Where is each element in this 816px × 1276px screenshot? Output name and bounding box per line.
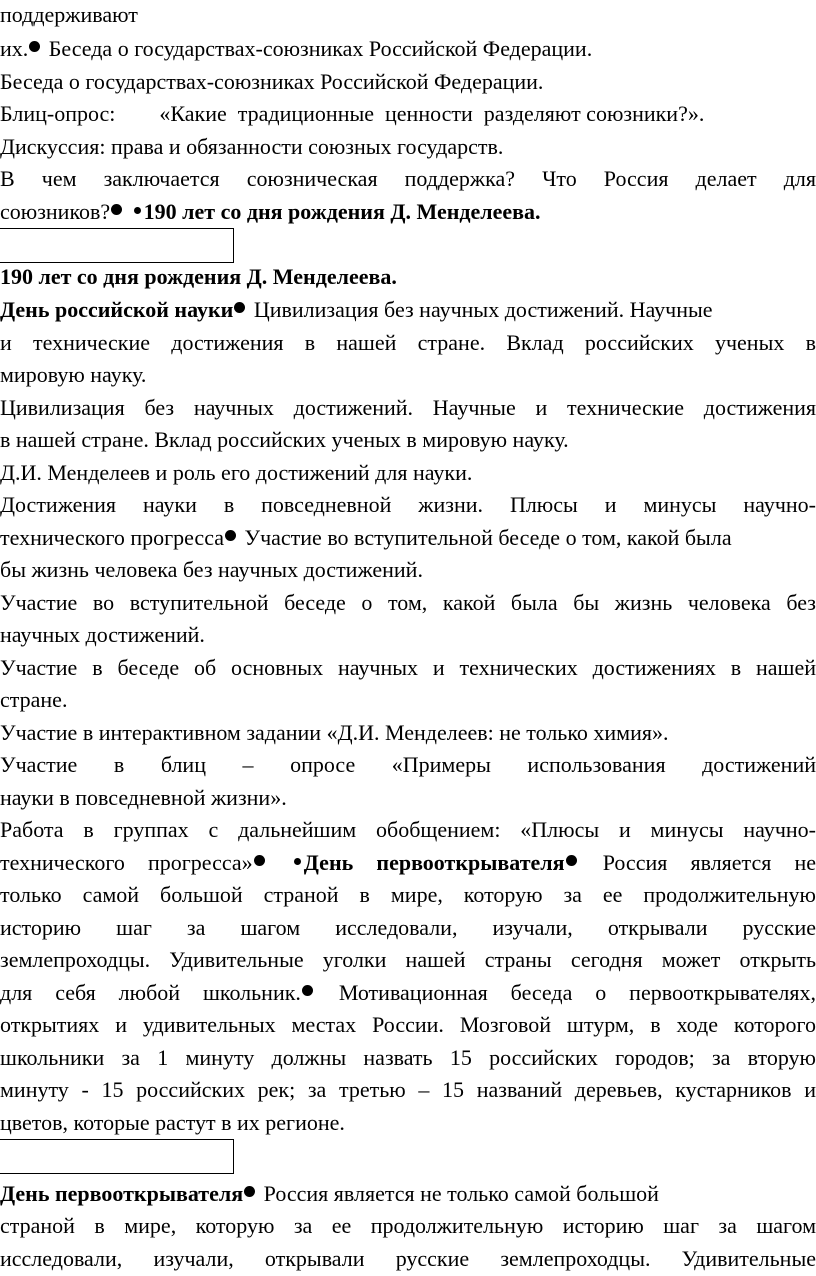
- text-span: Участие во вступительной беседе о том, какой была: [244, 525, 732, 550]
- text-line: Участие в блиц – опросе «Примеры использования достижений: [0, 752, 816, 777]
- text-line: Д.И. Менделеев и роль его достижений для науки.: [0, 460, 473, 485]
- text-line: [0, 293, 816, 327]
- bullet-icon: [234, 302, 245, 313]
- section-heading: День российской науки: [0, 297, 234, 322]
- section-heading: День первооткрывателя: [303, 850, 565, 875]
- text-span: Мотивационная беседа о первооткрывателях,: [338, 980, 816, 1005]
- text-span: их.: [0, 36, 29, 61]
- text-line: Участие в беседе об основных научных и технических достижениях в нашей: [0, 655, 816, 680]
- text-line: [0, 521, 816, 555]
- text-line: Дискуссия: права и обязанности союзных государств.: [0, 134, 504, 159]
- text-line: Достижения науки в повседневной жизни. Плюсы и минусы научно-: [0, 492, 816, 517]
- text-line: школьники за 1 минуту должны назвать 15 российских городов; за вторую: [0, 1045, 816, 1070]
- text-line: открытиях и удивительных местах России. Мозговой штурм, в ходе которого: [0, 1012, 816, 1037]
- text-line: научных достижений.: [0, 622, 205, 647]
- text-line: минуту - 15 российских рек; за третью – 15 названий деревьев, кустарников и: [0, 1077, 816, 1102]
- text-line: Работа в группах с дальнейшим обобщением: «Плюсы и минусы научно-: [0, 817, 816, 842]
- text-line: историю шаг за шагом исследовали, изучали, открывали русские: [0, 915, 816, 940]
- text-line: мировую науку.: [0, 362, 147, 387]
- text-line: Участие в интерактивном задании «Д.И. Менделеев: не только химия».: [0, 720, 669, 745]
- text-line: цветов, которые растут в их регионе.: [0, 1110, 345, 1135]
- bullet-icon: [29, 41, 40, 52]
- empty-table-cell: [0, 228, 234, 263]
- text-span: Беседа о государствах-союзниках Российской Федерации.: [48, 36, 593, 61]
- text-line: исследовали, изучали, открывали русские землепроходцы. Удивительные: [0, 1246, 816, 1271]
- text-line: Блиц-опрос: «Какие традиционные ценности разделяют союзники?».: [0, 101, 705, 126]
- text-span: Цивилизация без научных достижений. Научные: [253, 297, 713, 322]
- bullet-icon: [225, 530, 236, 541]
- text-line: Беседа о государствах-союзниках Российской Федерации.: [0, 69, 544, 94]
- empty-table-cell: [0, 1139, 234, 1174]
- text-line: в нашей стране. Вклад российских ученых в мировую науку.: [0, 427, 569, 452]
- bullet-icon: [566, 855, 577, 866]
- section-heading: День первооткрывателя: [0, 1181, 244, 1206]
- text-span: технического прогресса: [0, 525, 224, 550]
- text-line: Цивилизация без научных достижений. Научные и технические достижения: [0, 395, 816, 420]
- text-span: союзников?: [0, 199, 111, 224]
- text-line: В чем заключается союзническая поддержка? Что Россия делает для: [0, 166, 816, 191]
- bullet-icon: [244, 1186, 255, 1197]
- bullet-icon: [134, 207, 141, 214]
- text-line: Участие во вступительной беседе о том, какой была бы жизнь человека без: [0, 590, 816, 615]
- text-span: Россия является не: [602, 850, 816, 875]
- text-line: [0, 32, 816, 66]
- text-span: Россия является не только самой большой: [263, 1181, 659, 1206]
- text-line: поддерживают: [0, 2, 138, 27]
- text-line: науки в повседневной жизни».: [0, 785, 287, 810]
- text-line: и технические достижения в нашей стране. Вклад российских ученых в: [0, 330, 816, 355]
- bullet-icon: [111, 204, 122, 215]
- text-span: технического прогресса»: [0, 850, 253, 875]
- bullet-icon: [254, 855, 265, 866]
- text-line: землепроходцы. Удивительные уголки нашей страны сегодня может открыть: [0, 947, 816, 972]
- text-line: стране.: [0, 687, 68, 712]
- text-line: [0, 1177, 816, 1211]
- text-line: страной в мире, которую за ее продолжительную историю шаг за шагом: [0, 1213, 816, 1238]
- bullet-icon: [302, 985, 313, 996]
- text-line: [0, 195, 816, 229]
- section-heading: 190 лет со дня рождения Д. Менделеева.: [143, 199, 541, 224]
- bullet-icon: [294, 858, 301, 865]
- text-line: только самой большой страной в мире, которую за ее продолжительную: [0, 882, 816, 907]
- text-line: [0, 846, 816, 880]
- text-line: бы жизнь человека без научных достижений.: [0, 557, 423, 582]
- text-span: для себя любой школьник.: [0, 980, 301, 1005]
- text-line: [0, 976, 816, 1010]
- section-heading: 190 лет со дня рождения Д. Менделеева.: [0, 264, 397, 289]
